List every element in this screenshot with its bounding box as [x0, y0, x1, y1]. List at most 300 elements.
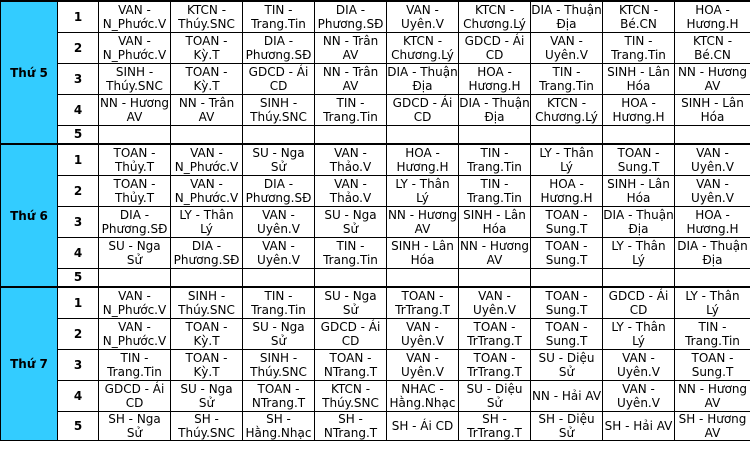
cell-line: Phương.SĐ: [245, 190, 312, 205]
class-cell: [99, 94, 171, 125]
class-cell: [387, 411, 459, 440]
cell-line: Lý: [632, 252, 645, 267]
class-cell: [531, 125, 603, 144]
day-label: Thứ 7: [1, 287, 58, 440]
cell-line: SH - Ái CD: [391, 418, 454, 433]
class-cell: [243, 380, 315, 411]
class-cell: [459, 125, 531, 144]
cell-line: TIN -: [624, 33, 653, 48]
cell-line: DIA - Thuận: [387, 64, 458, 79]
cell-line: TOAN -: [113, 145, 156, 160]
class-cell: [99, 349, 171, 380]
period-number: 3: [58, 349, 99, 380]
timetable-row: [1, 380, 750, 411]
class-cell: [243, 144, 315, 175]
cell-line: HOA -: [695, 2, 730, 17]
timetable-row: [1, 318, 750, 349]
class-cell: [171, 237, 243, 268]
class-cell: [99, 268, 171, 287]
class-cell: [387, 268, 459, 287]
class-cell: [171, 268, 243, 287]
class-cell: [315, 63, 387, 94]
class-cell: [603, 63, 675, 94]
cell-line: TrTrang.T: [467, 364, 522, 379]
cell-line: KTCN -: [474, 2, 515, 17]
cell-line: AV: [704, 395, 721, 410]
cell-line: Hương.H: [396, 159, 449, 174]
class-cell: [243, 318, 315, 349]
cell-line: TOAN -: [185, 319, 228, 334]
cell-line: Uyên.V: [617, 395, 660, 410]
cell-line: VAN -: [334, 176, 367, 191]
cell-line: DIA - Thuận: [603, 207, 674, 222]
cell-line: Sung.T: [545, 252, 588, 267]
class-cell: [99, 175, 171, 206]
cell-line: TOAN -: [691, 350, 734, 365]
cell-line: SU - Nga Sử: [108, 238, 161, 267]
cell-line: SINH -: [187, 288, 226, 303]
cell-line: SINH - Lân: [463, 207, 526, 222]
cell-line: NTrang.T: [323, 425, 378, 440]
class-cell: [315, 32, 387, 63]
class-cell: [531, 63, 603, 94]
cell-line: Trang.Tin: [539, 78, 594, 93]
class-cell: [315, 175, 387, 206]
class-cell: [603, 175, 675, 206]
cell-line: Hóa: [626, 190, 651, 205]
class-cell: [675, 349, 750, 380]
class-cell: [459, 1, 531, 32]
cell-line: Thúy.SNC: [106, 78, 163, 93]
cell-line: SU - Nga Sử: [252, 145, 305, 174]
class-cell: [675, 318, 750, 349]
timetable-row: [1, 268, 750, 287]
cell-line: NN - Hương: [677, 64, 748, 79]
cell-line: GDCD - Ái: [104, 381, 165, 396]
cell-line: TIN -: [264, 288, 293, 303]
cell-line: LY - Thân: [539, 145, 594, 160]
cell-line: VAN -: [190, 176, 223, 191]
class-cell: [99, 1, 171, 32]
period-number: 2: [58, 175, 99, 206]
class-cell: [315, 206, 387, 237]
class-cell: [171, 94, 243, 125]
class-cell: [459, 349, 531, 380]
cell-line: GDCD - Ái: [392, 95, 453, 110]
cell-line: GDCD - Ái: [248, 64, 309, 79]
class-cell: [315, 349, 387, 380]
period-number: 4: [58, 237, 99, 268]
cell-line: Hóa: [482, 221, 507, 236]
cell-line: AV: [342, 78, 359, 93]
period-number: 5: [58, 125, 99, 144]
cell-line: SU - Nga Sử: [324, 288, 377, 317]
class-cell: [531, 349, 603, 380]
period-number: 5: [58, 268, 99, 287]
cell-line: Phương.SĐ: [245, 47, 312, 62]
class-cell: [387, 206, 459, 237]
cell-line: Trang.Tin: [685, 333, 740, 348]
class-cell: [243, 175, 315, 206]
cell-line: SU - Nga Sử: [324, 207, 377, 236]
cell-line: TOAN -: [545, 207, 588, 222]
cell-line: NN - Hương: [459, 238, 530, 253]
class-cell: [99, 318, 171, 349]
cell-line: Uyên.V: [401, 364, 444, 379]
cell-line: AV: [198, 109, 215, 124]
cell-line: Trang.Tin: [107, 364, 162, 379]
cell-line: Kỳ.T: [193, 78, 220, 93]
class-cell: [99, 287, 171, 318]
cell-line: Thủy.T: [114, 159, 155, 174]
cell-line: TIN -: [480, 176, 509, 191]
cell-line: Chương.Lý: [391, 47, 454, 62]
cell-line: N_Phước.V: [102, 47, 167, 62]
period-number: 2: [58, 318, 99, 349]
cell-line: TOAN -: [329, 350, 372, 365]
class-cell: [99, 32, 171, 63]
class-cell: [459, 287, 531, 318]
class-cell: [171, 287, 243, 318]
class-cell: [459, 380, 531, 411]
cell-line: Trang.Tin: [467, 190, 522, 205]
class-cell: [531, 206, 603, 237]
cell-line: HOA -: [621, 95, 656, 110]
cell-line: TOAN -: [185, 64, 228, 79]
class-cell: [531, 411, 603, 440]
cell-line: SH -: [194, 411, 219, 426]
cell-line: Hương.H: [612, 109, 665, 124]
cell-line: Chương.Lý: [463, 16, 526, 31]
cell-line: TIN -: [336, 95, 365, 110]
class-cell: [459, 32, 531, 63]
class-cell: [459, 94, 531, 125]
cell-line: TOAN -: [545, 238, 588, 253]
class-cell: [387, 1, 459, 32]
cell-line: NTrang.T: [251, 395, 306, 410]
class-cell: [675, 125, 750, 144]
cell-line: AV: [414, 221, 431, 236]
cell-line: TIN -: [552, 64, 581, 79]
class-cell: [603, 318, 675, 349]
class-cell: [603, 287, 675, 318]
class-cell: [531, 287, 603, 318]
cell-line: VAN -: [190, 145, 223, 160]
cell-line: N_Phước.V: [102, 333, 167, 348]
cell-line: TrTrang.T: [395, 302, 450, 317]
timetable-row: [1, 411, 750, 440]
class-cell: [675, 411, 750, 440]
cell-line: LY - Thân: [179, 207, 234, 222]
cell-line: Thúy.SNC: [322, 395, 379, 410]
timetable-row: [1, 175, 750, 206]
cell-line: Chương.Lý: [535, 109, 598, 124]
class-cell: [531, 94, 603, 125]
class-cell: [675, 175, 750, 206]
cell-line: DIA -: [263, 176, 294, 191]
cell-line: NN - Trân: [178, 95, 235, 110]
class-cell: [675, 287, 750, 318]
cell-line: VAN -: [262, 238, 295, 253]
period-number: 4: [58, 380, 99, 411]
class-cell: [603, 1, 675, 32]
class-cell: [675, 94, 750, 125]
class-cell: [243, 268, 315, 287]
class-cell: [243, 287, 315, 318]
cell-line: KTCN -: [546, 95, 587, 110]
cell-line: AV: [486, 252, 503, 267]
cell-line: TOAN -: [185, 33, 228, 48]
timetable-row: [1, 287, 750, 318]
cell-line: Trang.Tin: [467, 159, 522, 174]
cell-line: Thảo.V: [329, 190, 372, 205]
cell-line: N_Phước.V: [102, 16, 167, 31]
class-cell: [171, 144, 243, 175]
cell-line: AV: [704, 425, 721, 440]
cell-line: NTrang.T: [323, 364, 378, 379]
cell-line: CD: [125, 395, 144, 410]
cell-line: VAN -: [406, 350, 439, 365]
cell-line: TrTrang.T: [467, 333, 522, 348]
cell-line: VAN -: [550, 33, 583, 48]
cell-line: NN - Trân: [322, 33, 379, 48]
cell-line: LY - Thân: [611, 238, 666, 253]
cell-line: DIA - Thuận: [677, 238, 748, 253]
class-cell: [675, 206, 750, 237]
cell-line: SINH -: [115, 64, 154, 79]
class-cell: [243, 63, 315, 94]
cell-line: Uyên.V: [473, 302, 516, 317]
class-cell: [315, 268, 387, 287]
class-cell: [387, 349, 459, 380]
cell-line: HOA -: [477, 64, 512, 79]
class-cell: [459, 144, 531, 175]
class-cell: [315, 237, 387, 268]
cell-line: Thúy.SNC: [178, 16, 235, 31]
cell-line: SH - Hải AV: [604, 418, 673, 433]
class-cell: [531, 175, 603, 206]
class-cell: [387, 287, 459, 318]
cell-line: SH - Diệu: [538, 411, 595, 426]
class-cell: [603, 32, 675, 63]
cell-line: DIA - Thuận: [459, 95, 530, 110]
cell-line: VAN -: [696, 176, 729, 191]
cell-line: Lý: [632, 333, 645, 348]
cell-line: N_Phước.V: [102, 302, 167, 317]
timetable-row: [1, 237, 750, 268]
cell-line: AV: [704, 78, 721, 93]
timetable-row: [1, 349, 750, 380]
cell-line: Uyên.V: [257, 252, 300, 267]
cell-line: GDCD - Ái: [320, 319, 381, 334]
cell-line: VAN -: [118, 319, 151, 334]
class-cell: [99, 237, 171, 268]
cell-line: Trang.Tin: [323, 252, 378, 267]
class-cell: [387, 318, 459, 349]
cell-line: DIA -: [191, 238, 222, 253]
cell-line: VAN -: [622, 350, 655, 365]
cell-line: VAN -: [406, 319, 439, 334]
cell-line: Sung.T: [545, 221, 588, 236]
cell-line: Hương.H: [468, 78, 521, 93]
cell-line: SH - Nga Sử: [108, 411, 161, 440]
cell-line: SINH - Lân: [681, 95, 744, 110]
cell-line: Lý: [560, 159, 573, 174]
cell-line: SH - Hương: [678, 411, 747, 426]
cell-line: Uyên.V: [401, 16, 444, 31]
timetable-row: [1, 63, 750, 94]
class-cell: [171, 125, 243, 144]
cell-line: SH -: [338, 411, 363, 426]
cell-line: VAN -: [696, 145, 729, 160]
cell-line: KTCN -: [330, 381, 371, 396]
cell-line: VAN -: [334, 145, 367, 160]
cell-line: VAN -: [478, 288, 511, 303]
cell-line: TOAN -: [473, 350, 516, 365]
class-cell: [603, 144, 675, 175]
cell-line: SU - Nga Sử: [252, 319, 305, 348]
period-number: 5: [58, 411, 99, 440]
cell-line: TOAN -: [401, 288, 444, 303]
class-cell: [531, 318, 603, 349]
class-cell: [171, 1, 243, 32]
cell-line: HOA -: [549, 176, 584, 191]
cell-line: DIA - Thuận: [531, 2, 602, 17]
class-cell: [243, 1, 315, 32]
class-cell: [99, 380, 171, 411]
cell-line: SINH -: [259, 95, 298, 110]
class-cell: [315, 144, 387, 175]
cell-line: Lý: [200, 221, 213, 236]
cell-line: TrTrang.T: [467, 425, 522, 440]
class-cell: [99, 411, 171, 440]
cell-line: Bé.CN: [694, 47, 731, 62]
class-cell: [99, 144, 171, 175]
class-cell: [315, 287, 387, 318]
cell-line: Hằng.Nhạc: [389, 395, 456, 410]
cell-line: SH -: [482, 411, 507, 426]
cell-line: TOAN -: [257, 381, 300, 396]
class-cell: [387, 237, 459, 268]
cell-line: Hương.H: [686, 16, 739, 31]
class-cell: [387, 380, 459, 411]
cell-line: TOAN -: [545, 319, 588, 334]
class-cell: [387, 63, 459, 94]
cell-line: AV: [126, 109, 143, 124]
cell-line: CD: [341, 333, 360, 348]
cell-line: TOAN -: [185, 350, 228, 365]
class-cell: [459, 411, 531, 440]
cell-line: VAN -: [118, 288, 151, 303]
cell-line: TIN -: [480, 145, 509, 160]
class-cell: [171, 318, 243, 349]
cell-line: Sung.T: [545, 302, 588, 317]
cell-line: TOAN -: [473, 319, 516, 334]
cell-line: DIA -: [335, 2, 366, 17]
cell-line: Hóa: [410, 252, 435, 267]
cell-line: NN - Hương: [99, 95, 170, 110]
cell-line: Trang.Tin: [251, 302, 306, 317]
cell-line: Sung.T: [545, 333, 588, 348]
cell-line: SH -: [266, 411, 291, 426]
cell-line: Địa: [412, 78, 433, 93]
timetable-row: [1, 125, 750, 144]
class-cell: [603, 268, 675, 287]
cell-line: NN - Hương: [387, 207, 458, 222]
cell-line: TIN -: [264, 2, 293, 17]
cell-line: Phương.SĐ: [173, 252, 240, 267]
class-cell: [171, 175, 243, 206]
cell-line: Thủy.T: [114, 190, 155, 205]
cell-line: TIN -: [120, 350, 149, 365]
cell-line: SU - Nga Sử: [180, 381, 233, 410]
cell-line: TOAN -: [113, 176, 156, 191]
period-number: 1: [58, 1, 99, 32]
cell-line: Địa: [628, 221, 649, 236]
class-cell: [315, 318, 387, 349]
cell-line: Sử: [558, 364, 575, 379]
cell-line: Uyên.V: [617, 364, 660, 379]
class-cell: [459, 206, 531, 237]
cell-line: Sử: [558, 425, 575, 440]
period-number: 3: [58, 63, 99, 94]
cell-line: TIN -: [336, 238, 365, 253]
class-cell: [603, 206, 675, 237]
cell-line: N_Phước.V: [174, 190, 239, 205]
class-cell: [603, 380, 675, 411]
cell-line: Thúy.SNC: [178, 302, 235, 317]
class-cell: [603, 237, 675, 268]
class-cell: [603, 411, 675, 440]
cell-line: SINH -: [259, 350, 298, 365]
cell-line: VAN -: [118, 2, 151, 17]
cell-line: Hóa: [626, 78, 651, 93]
class-cell: [531, 144, 603, 175]
cell-line: GDCD - Ái: [464, 33, 525, 48]
cell-line: Hằng.Nhạc: [245, 425, 312, 440]
class-cell: [675, 1, 750, 32]
class-cell: [171, 32, 243, 63]
class-cell: [243, 349, 315, 380]
class-cell: [675, 63, 750, 94]
class-cell: [531, 237, 603, 268]
cell-line: Địa: [556, 16, 577, 31]
class-cell: [243, 94, 315, 125]
class-cell: [387, 144, 459, 175]
class-cell: [171, 411, 243, 440]
class-cell: [171, 380, 243, 411]
cell-line: LY - Thân: [395, 176, 450, 191]
cell-line: VAN -: [406, 2, 439, 17]
cell-line: Bé.CN: [620, 16, 657, 31]
cell-line: SINH - Lân: [607, 64, 670, 79]
timetable-row: [1, 206, 750, 237]
class-cell: [675, 144, 750, 175]
cell-line: Uyên.V: [401, 333, 444, 348]
cell-line: AV: [342, 47, 359, 62]
cell-line: DIA -: [263, 33, 294, 48]
class-cell: [171, 206, 243, 237]
class-cell: [315, 94, 387, 125]
period-number: 1: [58, 144, 99, 175]
class-cell: [99, 206, 171, 237]
cell-line: NN - Hương: [677, 381, 748, 396]
class-cell: [459, 318, 531, 349]
class-cell: [531, 380, 603, 411]
class-cell: [675, 32, 750, 63]
cell-line: VAN -: [118, 33, 151, 48]
class-cell: [459, 237, 531, 268]
